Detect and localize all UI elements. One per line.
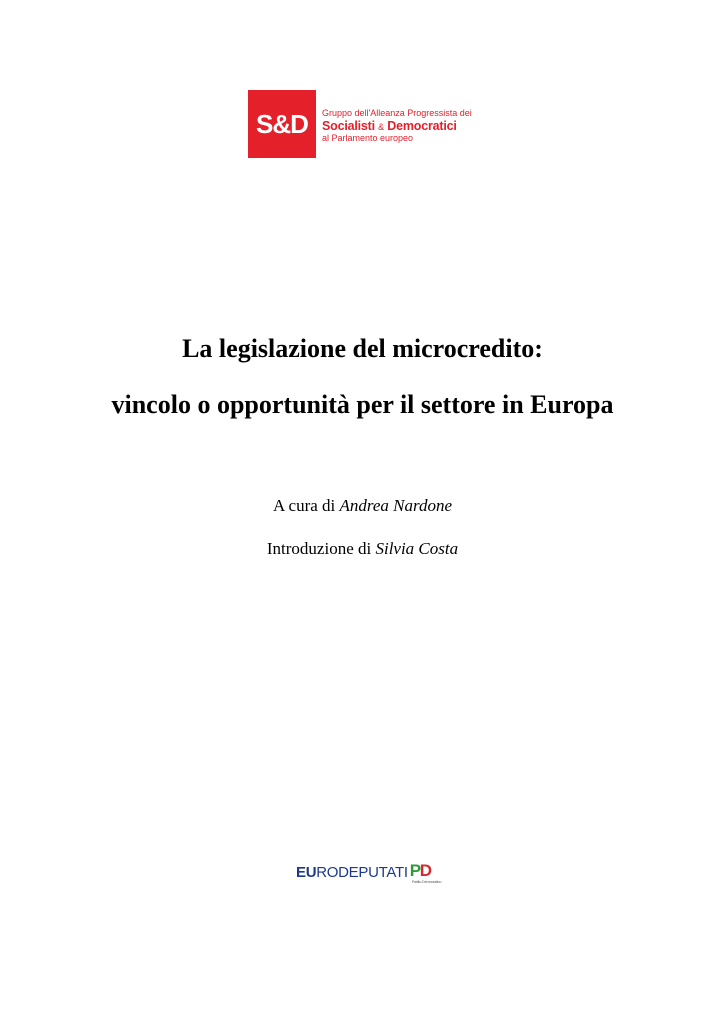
eurodeputati-logo-eu: EU: [296, 863, 317, 881]
editor-name: Andrea Nardone: [339, 496, 453, 515]
eurodeputati-logo-rest: RODEPUTATI: [316, 863, 408, 881]
intro-author-name: Silvia Costa: [375, 539, 459, 558]
sd-logo-democratici: Democratici: [387, 118, 457, 133]
editor-credit: [0, 496, 725, 516]
sd-logo-amp: &: [378, 121, 384, 132]
sd-logo-line3: al Parlamento europeo: [322, 133, 414, 144]
eurodeputati-logo: [296, 861, 440, 883]
sd-logo-line2: [322, 119, 472, 133]
pd-logo-p: P: [409, 861, 421, 880]
sd-logo-line1: Gruppo dell'Alleanza Progressista dei: [322, 108, 472, 119]
sd-logo: [248, 90, 472, 158]
document-title-line2: vincolo o opportunità per il settore in Europa: [111, 390, 614, 419]
sd-logo-text: [322, 108, 472, 143]
pd-logo-subtitle: Partito Democratico: [411, 879, 442, 884]
intro-credit: [0, 539, 725, 559]
document-title-line1: La legislazione del microcredito:: [182, 334, 543, 363]
intro-prefix: Introduzione di: [266, 539, 372, 558]
pd-logo-d: D: [419, 861, 432, 880]
pd-logo-icon: [410, 861, 440, 883]
sd-logo-mark: S&D: [248, 90, 316, 158]
sd-logo-socialisti: Socialisti: [322, 118, 375, 133]
editor-prefix: A cura di: [272, 496, 336, 515]
